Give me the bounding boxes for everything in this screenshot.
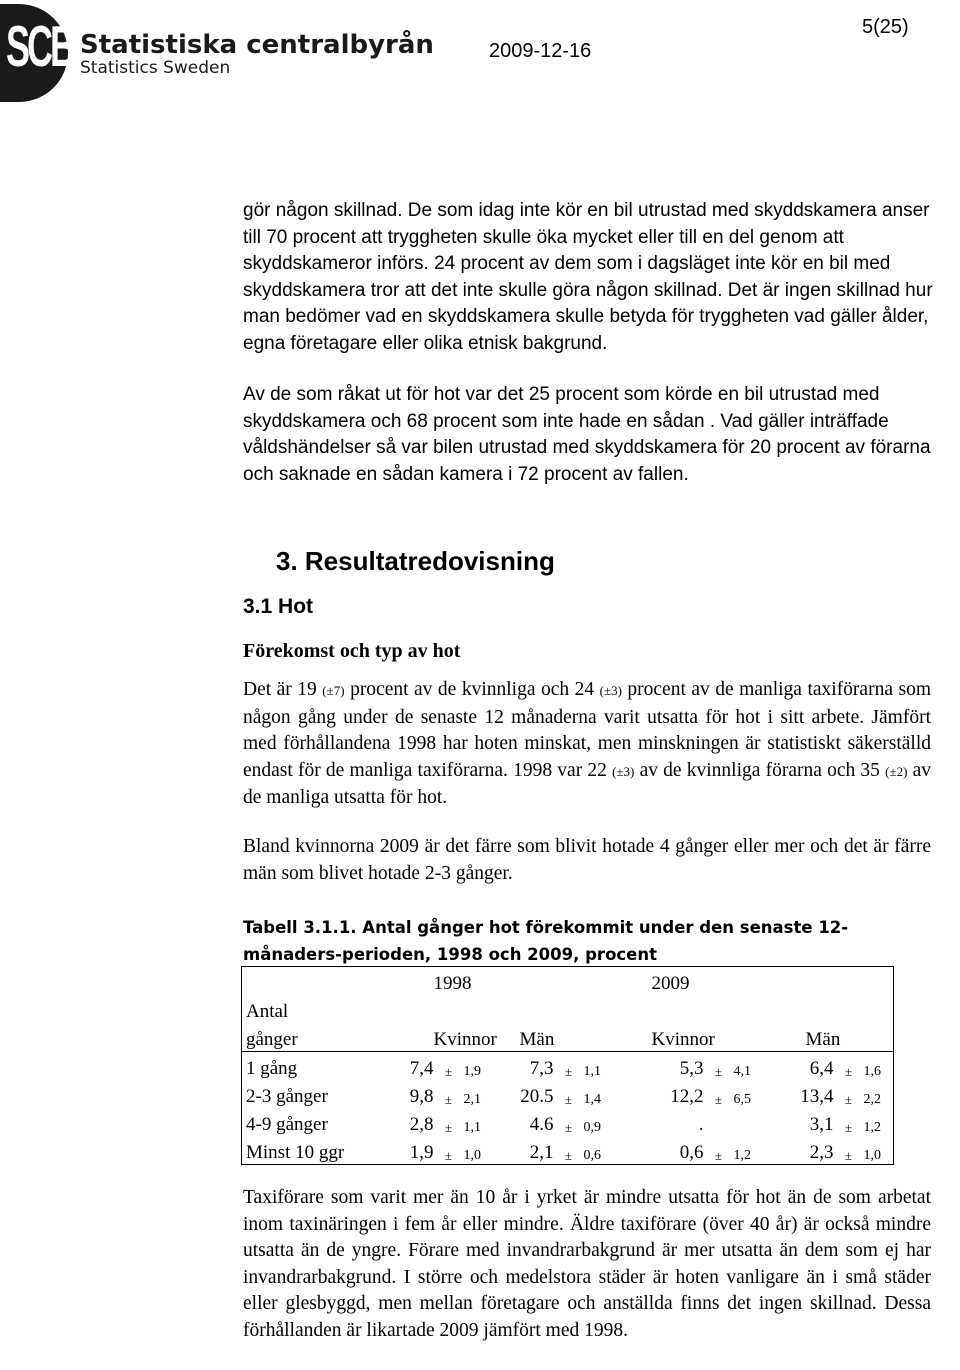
paragraph-5: Taxiförare som varit mer än 10 år i yrket är mindre utsatta för hot än de som arbetat inom taxinäringen i fem år eller mindre. Äldre taxiförare (över 40 år) är också mindre utsatta än de yngre. Förare med invandrarbakgrund är mer utsatta än dem som ej har invandrarbakgrund. I större och medelstora städer är hoten vanligare än i små städer eller glesbyggd, men mellan företagare och anställda finns det ingen skillnad. Dessa förhållanden är likartade 2009 jämfört med 1998. xyxy=(243,1187,931,1341)
organization-subtitle: Statistics Sweden xyxy=(80,58,231,78)
plus-minus: ± xyxy=(554,1136,584,1165)
error-value: 1,9 xyxy=(463,1064,481,1079)
error-value: 1,0 xyxy=(864,1136,894,1165)
margin-of-error: (±3) xyxy=(612,763,635,779)
table-value: 4.6 xyxy=(529,1114,554,1135)
error-value: 0,6 xyxy=(584,1136,646,1165)
section-heading: 3. Resultatredovisning xyxy=(276,546,555,576)
plus-minus: ± xyxy=(714,1092,723,1107)
text-segment: procent av de kvinnliga och 24 xyxy=(344,679,600,700)
table-value: 20.5 xyxy=(520,1086,554,1107)
table-row xyxy=(242,1052,894,1081)
table-row xyxy=(242,1108,894,1136)
margin-of-error: (±3) xyxy=(599,683,622,698)
text-segment: Det är 19 xyxy=(243,679,323,700)
topic-heading: Förekomst och typ av hot xyxy=(243,640,461,662)
row-label: 4-9 gånger xyxy=(242,1108,370,1136)
row-header-label: gånger xyxy=(242,1023,370,1052)
paragraph-1: gör någon skillnad. De som idag inte kör en bil utrustad med skyddskamera anser till 70 procent att tryggheten skulle öka mycket eller till en del genom att skyddskameror införs. 24 procent av dem som i dagsläget inte kör en bil med skyddskamera tror att det inte skulle göra någon skillnad. Det är ingen skillnad hur man bedömer vad en skyddskamera skulle betyda för tryggheten vad gäller ålder, egna företagare eller olika etnisk bakgrund. xyxy=(243,200,933,354)
plus-minus: ± xyxy=(844,1120,853,1135)
table-caption: Tabell 3.1.1. Antal gånger hot förekommit under den senaste 12-månaders-perioden, 1998 och 2009, procent xyxy=(243,918,849,964)
text-segment: av de manliga utsatta för hot. xyxy=(243,759,931,809)
text-segment: procent av de manliga taxiförarna som någon gång under de senaste 12 månaderna varit utsatta för hot i sitt arbete. Jämfört med förhållandena 1998 har hoten minskat, men minskningen är statistiskt säkerställd endast för de manliga taxiförarna. 1998 var 22 xyxy=(243,679,931,781)
table-value: 7,3 xyxy=(529,1058,554,1079)
table-value: 0,6 xyxy=(646,1136,704,1165)
organization-name: Statistiska centralbyrån xyxy=(80,30,434,60)
margin-of-error: (±7) xyxy=(322,683,345,698)
row-header-label: Antal xyxy=(242,995,370,1023)
table-value: 1,9 xyxy=(370,1136,434,1165)
col-header-women-2009: Kvinnor xyxy=(646,1023,784,1052)
paragraph-2: Av de som råkat ut för hot var det 25 procent som körde en bil utrustad med skyddskamera och 68 procent som inte hade en sådan . Vad gäller inträffade våldshändelser så var bilen utrustad med skyddskamera för 20 procent av förarna och saknade en sådan kamera i 72 procent av fallen. xyxy=(243,384,931,485)
plus-minus: ± xyxy=(434,1136,464,1165)
plus-minus: ± xyxy=(444,1064,453,1079)
col-header-women-1998: Kvinnor xyxy=(370,1023,504,1052)
plus-minus: ± xyxy=(444,1092,453,1107)
subsection-heading: 3.1 Hot xyxy=(243,595,314,618)
plus-minus: ± xyxy=(444,1120,453,1135)
row-label: 2-3 gånger xyxy=(242,1080,370,1108)
document-date: 2009-12-16 xyxy=(489,40,592,62)
table-value: 7,4 xyxy=(409,1058,434,1079)
data-table xyxy=(241,966,894,1165)
error-value: 1,4 xyxy=(583,1092,601,1107)
error-value: 2,2 xyxy=(864,1080,894,1108)
row-label: Minst 10 ggr xyxy=(242,1136,370,1165)
col-header-men-1998: Män xyxy=(504,1023,646,1052)
col-header-men-2009: Män xyxy=(784,1023,894,1052)
scb-logo xyxy=(0,4,74,102)
error-value: 0,9 xyxy=(583,1120,601,1135)
table-row xyxy=(242,1136,894,1165)
table-value: 13,4 xyxy=(800,1086,834,1107)
error-value: 1,6 xyxy=(864,1052,894,1081)
table-value: 5,3 xyxy=(679,1058,704,1079)
plus-minus-empty xyxy=(704,1108,734,1136)
paragraph-4: Bland kvinnorna 2009 är det färre som blivit hotade 4 gånger eller mer och det är färre män som blivet hotade 2-3 gånger. xyxy=(243,836,931,884)
table-value: 2,3 xyxy=(784,1136,834,1165)
plus-minus: ± xyxy=(844,1064,853,1079)
error-value: 1,0 xyxy=(464,1136,504,1165)
error-value xyxy=(734,1108,784,1136)
table-value: 9,8 xyxy=(409,1086,434,1107)
table-value: 6,4 xyxy=(809,1058,834,1079)
logo-text: SCB xyxy=(6,13,74,80)
error-value: 1,1 xyxy=(583,1064,601,1079)
table-value: 12,2 xyxy=(670,1086,704,1107)
paragraph-3 xyxy=(243,677,931,812)
plus-minus: ± xyxy=(564,1092,573,1107)
plus-minus: ± xyxy=(714,1064,723,1079)
text-segment: av de kvinnliga förarna och 35 xyxy=(634,759,886,781)
error-value: 6,5 xyxy=(733,1092,751,1107)
error-value: 1,2 xyxy=(864,1108,894,1136)
margin-of-error: (±2) xyxy=(885,763,908,779)
plus-minus: ± xyxy=(564,1120,573,1135)
year-header-2009: 2009 xyxy=(646,967,894,996)
plus-minus: ± xyxy=(704,1136,734,1165)
error-value: 1,2 xyxy=(734,1136,784,1165)
plus-minus: ± xyxy=(564,1064,573,1079)
error-value: 2,1 xyxy=(463,1092,481,1107)
page-header xyxy=(0,0,960,110)
row-label: 1 gång xyxy=(242,1052,370,1081)
table-value: . xyxy=(698,1114,704,1135)
plus-minus: ± xyxy=(844,1092,853,1107)
plus-minus: ± xyxy=(834,1136,864,1165)
table-value: 2,1 xyxy=(504,1136,554,1165)
table-value: 3,1 xyxy=(809,1114,834,1135)
table-row xyxy=(242,1080,894,1108)
page-number: 5(25) xyxy=(862,16,909,38)
year-header-1998: 1998 xyxy=(370,967,646,996)
table-value: 2,8 xyxy=(409,1114,434,1135)
error-value: 4,1 xyxy=(733,1064,751,1079)
error-value: 1,1 xyxy=(463,1120,481,1135)
